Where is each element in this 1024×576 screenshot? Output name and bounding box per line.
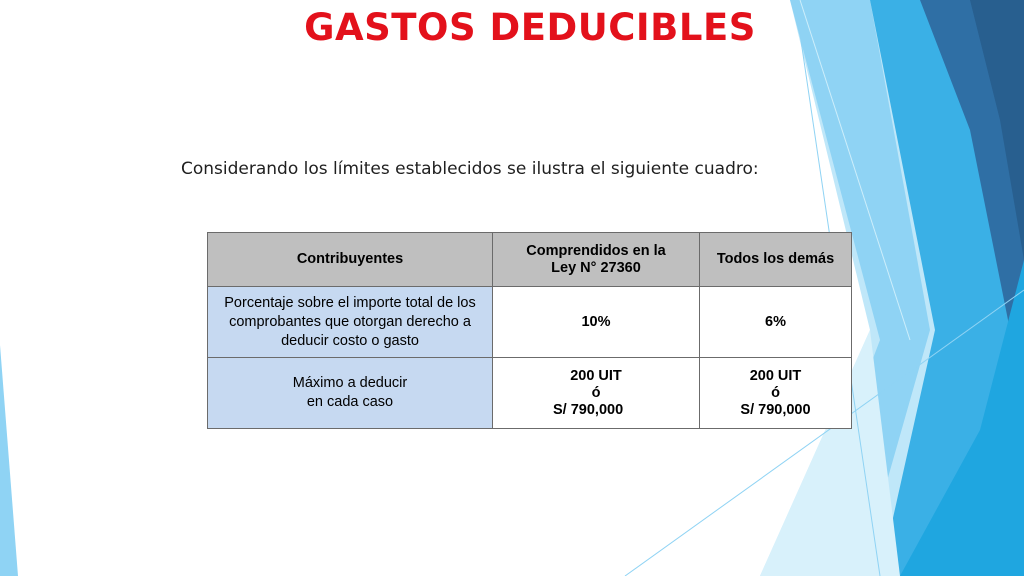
table-row	[208, 358, 852, 429]
table-row	[208, 287, 852, 358]
cell-ley-percentage: 10%	[493, 287, 700, 358]
cell-demas-percentage: 6%	[700, 287, 852, 358]
row-label-line1: Máximo a deducir	[292, 375, 408, 391]
demas-maximo-uit: 200 UIT	[749, 367, 802, 384]
left-accent-shape	[0, 345, 18, 576]
row-label-line2: en cada caso	[306, 394, 394, 410]
header-ley-27360	[493, 233, 700, 287]
table-header-row	[208, 233, 852, 287]
header-todos-los-demas: Todos los demás	[700, 233, 852, 287]
demas-maximo-soles: S/ 790,000	[740, 401, 811, 418]
header-contribuyentes: Contribuyentes	[208, 233, 493, 287]
ley-maximo-uit: 200 UIT	[570, 367, 622, 384]
row-label-porcentaje	[208, 287, 493, 358]
ley-maximo-or: ó	[591, 384, 601, 401]
deductible-limits-table	[207, 232, 852, 429]
demas-maximo-or: ó	[771, 384, 780, 401]
cell-ley-maximo	[493, 358, 700, 429]
slide-title: GASTOS DEDUCIBLES	[304, 6, 756, 49]
row-label-maximo	[208, 358, 493, 429]
ley-maximo-soles: S/ 790,000	[553, 401, 624, 418]
row-label-text: Porcentaje sobre el importe total de los comprobantes que otorgan derecho a deducir costo o gasto	[224, 294, 476, 349]
cell-demas-maximo	[700, 358, 852, 429]
header-ley-text: Comprendidos en la Ley N° 27360	[526, 242, 666, 276]
slide-subtitle: Considerando los límites establecidos se ilustra el siguiente cuadro:	[181, 159, 759, 179]
